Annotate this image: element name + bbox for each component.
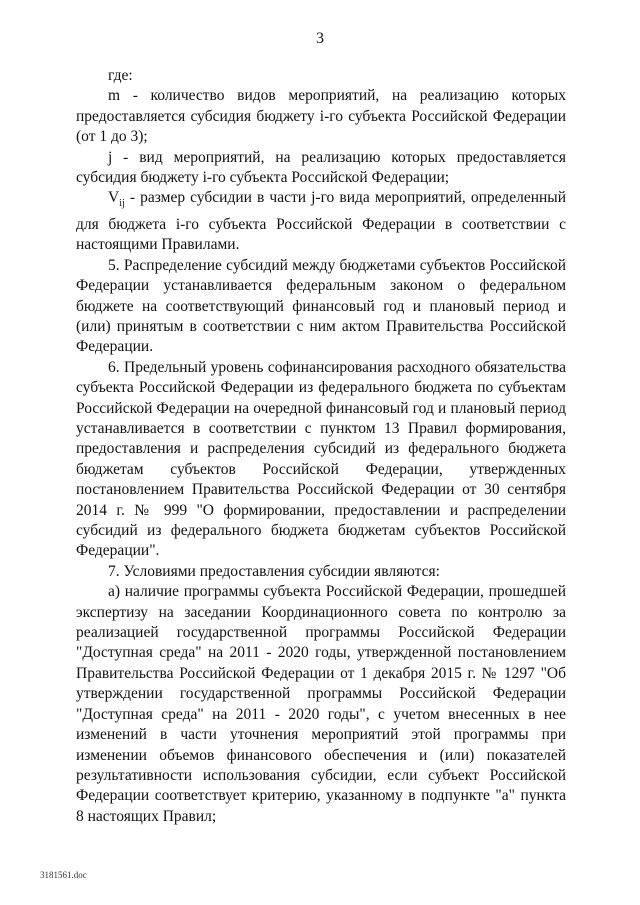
where-label: где: — [108, 67, 133, 84]
v-definition-text: - размер субсидии в части j-го вида мероприятий, определенный для бюджета i-го субъекта Российской Федерации в соответствии с настоящими Правилами. — [76, 189, 566, 254]
paragraph-7: 7. Условиями предоставления субсидии являются: — [108, 562, 440, 580]
paragraph-6: 6. Предельный уровень софинансирования расходного обязательства субъекта Российской Федерации из федерального бюджета по субъектам Российской Федерации на очередной финансовый год и плановый период устанавливается в соответствии с пунктом 13 Правил формирования, предоставления и распределения субсидий из федерального бюджета бюджетам субъектов Российской Федерации, утвержденных постановлением Правительства Российской Федерации от 30 сентября 2014 г. № 999 "О формировании, предоставлении и распределении субсидий из федерального бюджета бюджетам субъектов Российской Федерации". — [76, 358, 566, 560]
definition-v — [76, 188, 566, 255]
definition-j: j - вид мероприятий, на реализацию которых предоставляется субсидия бюджету i-го субъекта Российской Федерации; — [76, 148, 566, 187]
paragraph-7a: а) наличие программы субъекта Российской Федерации, прошедшей экспертизу на заседании Координационного совета по контролю за реализацией государственной программы Российской Федерации "Доступная среда" на 2011 - 2020 годы, утвержденной постановлением Правительства Российской Федерации от 1 декабря 2015 г. № 1297 "Об утверждении государственной программы Российской Федерации "Доступная среда" на 2011 - 2020 годы", с учетом внесенных в нее изменений в части уточнения мероприятий этой программы при изменении объемов финансового обеспечения и (или) показателей результативности использования субсидии, если субъект Российской Федерации соответствует критерию, указанному в подпункте "а" пункта 8 настоящих Правил; — [76, 583, 566, 825]
v-subscript: ij — [119, 198, 125, 210]
v-symbol: V — [108, 189, 120, 207]
document-body — [76, 66, 566, 827]
page-number: 3 — [316, 30, 324, 47]
paragraph-5: 5. Распределение субсидий между бюджетами субъектов Российской Федерации устанавливается федеральным законом о федеральном бюджете на соответствующий финансовый год и плановый период и (или) принятым в соответствии с ним актом Правительства Российской Федерации. — [76, 256, 566, 356]
definition-m: m - количество видов мероприятий, на реализацию которых предоставляется субсидия бюджету i-го субъекта Российской Федерации (от 1 до 3); — [76, 87, 566, 146]
document-footer: 3181561.doc — [40, 870, 87, 880]
